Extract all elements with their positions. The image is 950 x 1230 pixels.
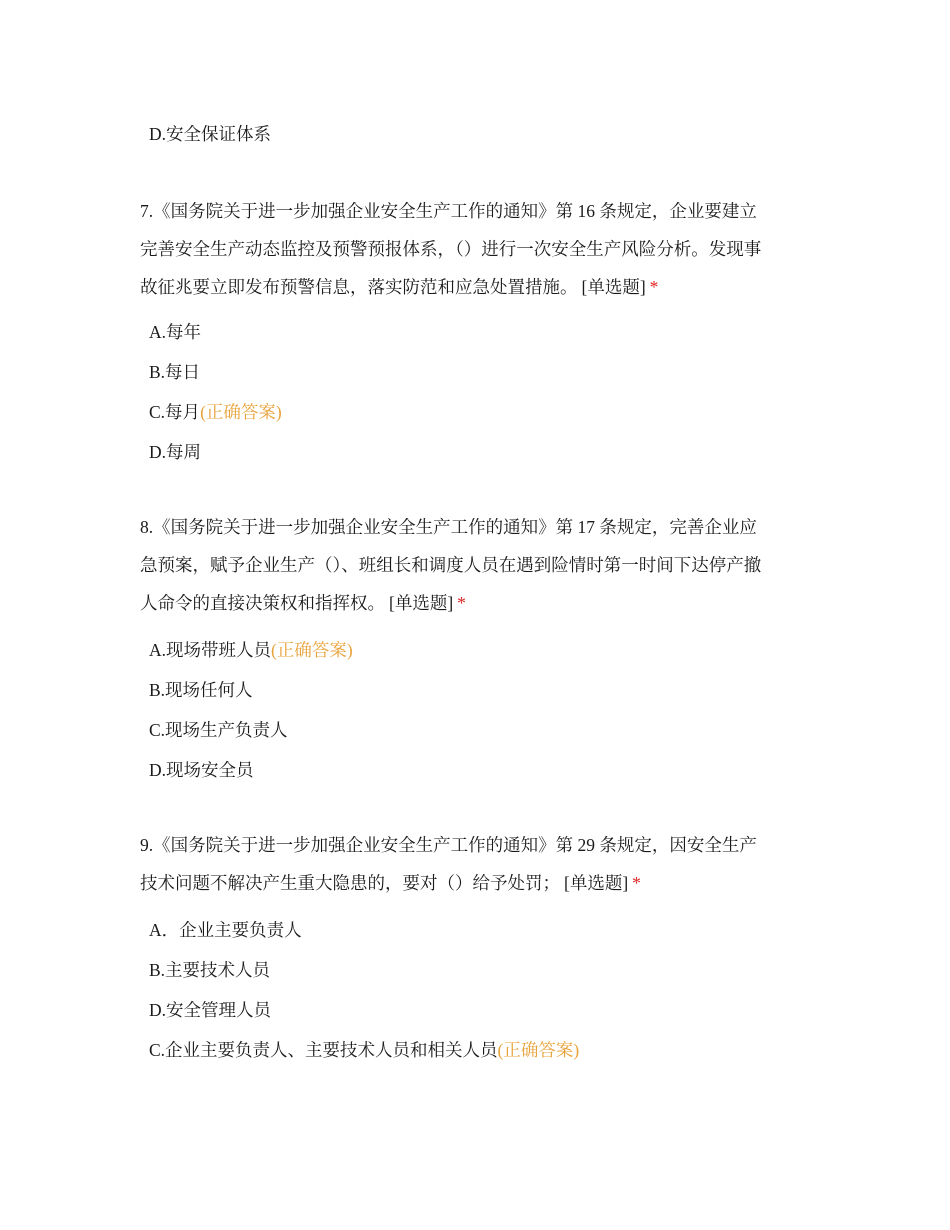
option-b[interactable] xyxy=(149,678,253,702)
question-type-tag: [单选题] xyxy=(389,593,454,613)
option-d[interactable] xyxy=(149,758,254,782)
option-label: B.主要技术人员 xyxy=(149,960,271,980)
required-asterisk: * xyxy=(632,873,641,893)
correct-answer-marker: (正确答案) xyxy=(200,402,282,422)
required-asterisk: * xyxy=(649,277,659,297)
option-label: B.每日 xyxy=(149,362,201,382)
question-line: 人命令的直接决策权和指挥权。 xyxy=(140,593,385,613)
option-d[interactable] xyxy=(149,998,271,1022)
correct-answer-marker: (正确答案) xyxy=(271,640,353,660)
required-asterisk: * xyxy=(457,593,466,613)
option-label: D.每周 xyxy=(149,442,202,462)
option-a[interactable] xyxy=(149,638,353,662)
option-label: D.现场安全员 xyxy=(149,760,254,780)
option-b[interactable] xyxy=(149,958,270,982)
question-7-text xyxy=(140,192,820,306)
option-label: A.现场带班人员 xyxy=(149,640,272,660)
option-label: B.现场任何人 xyxy=(149,680,253,700)
question-type-tag: [单选题] xyxy=(564,873,629,893)
question-8-text xyxy=(140,508,820,622)
question-type-tag: [单选题] xyxy=(581,277,646,297)
option-label: C.每月 xyxy=(149,402,201,422)
option-c[interactable] xyxy=(149,718,288,742)
option-b[interactable] xyxy=(149,360,200,384)
option-d[interactable] xyxy=(149,440,201,464)
question-line: 技术问题不解决产生重大隐患的，要对（）给予处罚； xyxy=(140,873,560,893)
option-label: D.安全保证体系 xyxy=(149,124,272,144)
correct-answer-marker: (正确答案) xyxy=(497,1040,580,1060)
option-label: C.企业主要负责人、主要技术人员和相关人员 xyxy=(149,1040,498,1060)
question-line: 故征兆要立即发布预警信息，落实防范和应急处置措施。 xyxy=(140,277,578,297)
question-line: 8.《国务院关于进一步加强企业安全生产工作的通知》第 17 条规定，完善企业应 xyxy=(140,517,757,537)
question-line: 7.《国务院关于进一步加强企业安全生产工作的通知》第 16 条规定，企业要建立 xyxy=(140,201,757,221)
question-line: 急预案，赋予企业生产（）、班组长和调度人员在遇到险情时第一时间下达停产撤 xyxy=(140,555,762,575)
option-label: D.安全管理人员 xyxy=(149,1000,272,1020)
question-line: 完善安全生产动态监控及预警预报体系，（）进行一次安全生产风险分析。发现事 xyxy=(140,239,762,259)
option-c[interactable] xyxy=(149,1038,579,1062)
option-c[interactable] xyxy=(149,400,282,424)
option-a[interactable] xyxy=(149,320,201,344)
question-line: 9.《国务院关于进一步加强企业安全生产工作的通知》第 29 条规定，因安全生产 xyxy=(140,835,757,855)
option-d-prev xyxy=(149,122,271,146)
option-a[interactable] xyxy=(149,918,302,942)
question-9-text xyxy=(140,826,820,902)
option-label: A．企业主要负责人 xyxy=(149,920,302,940)
option-label: C.现场生产负责人 xyxy=(149,720,288,740)
option-label: A.每年 xyxy=(149,322,202,342)
